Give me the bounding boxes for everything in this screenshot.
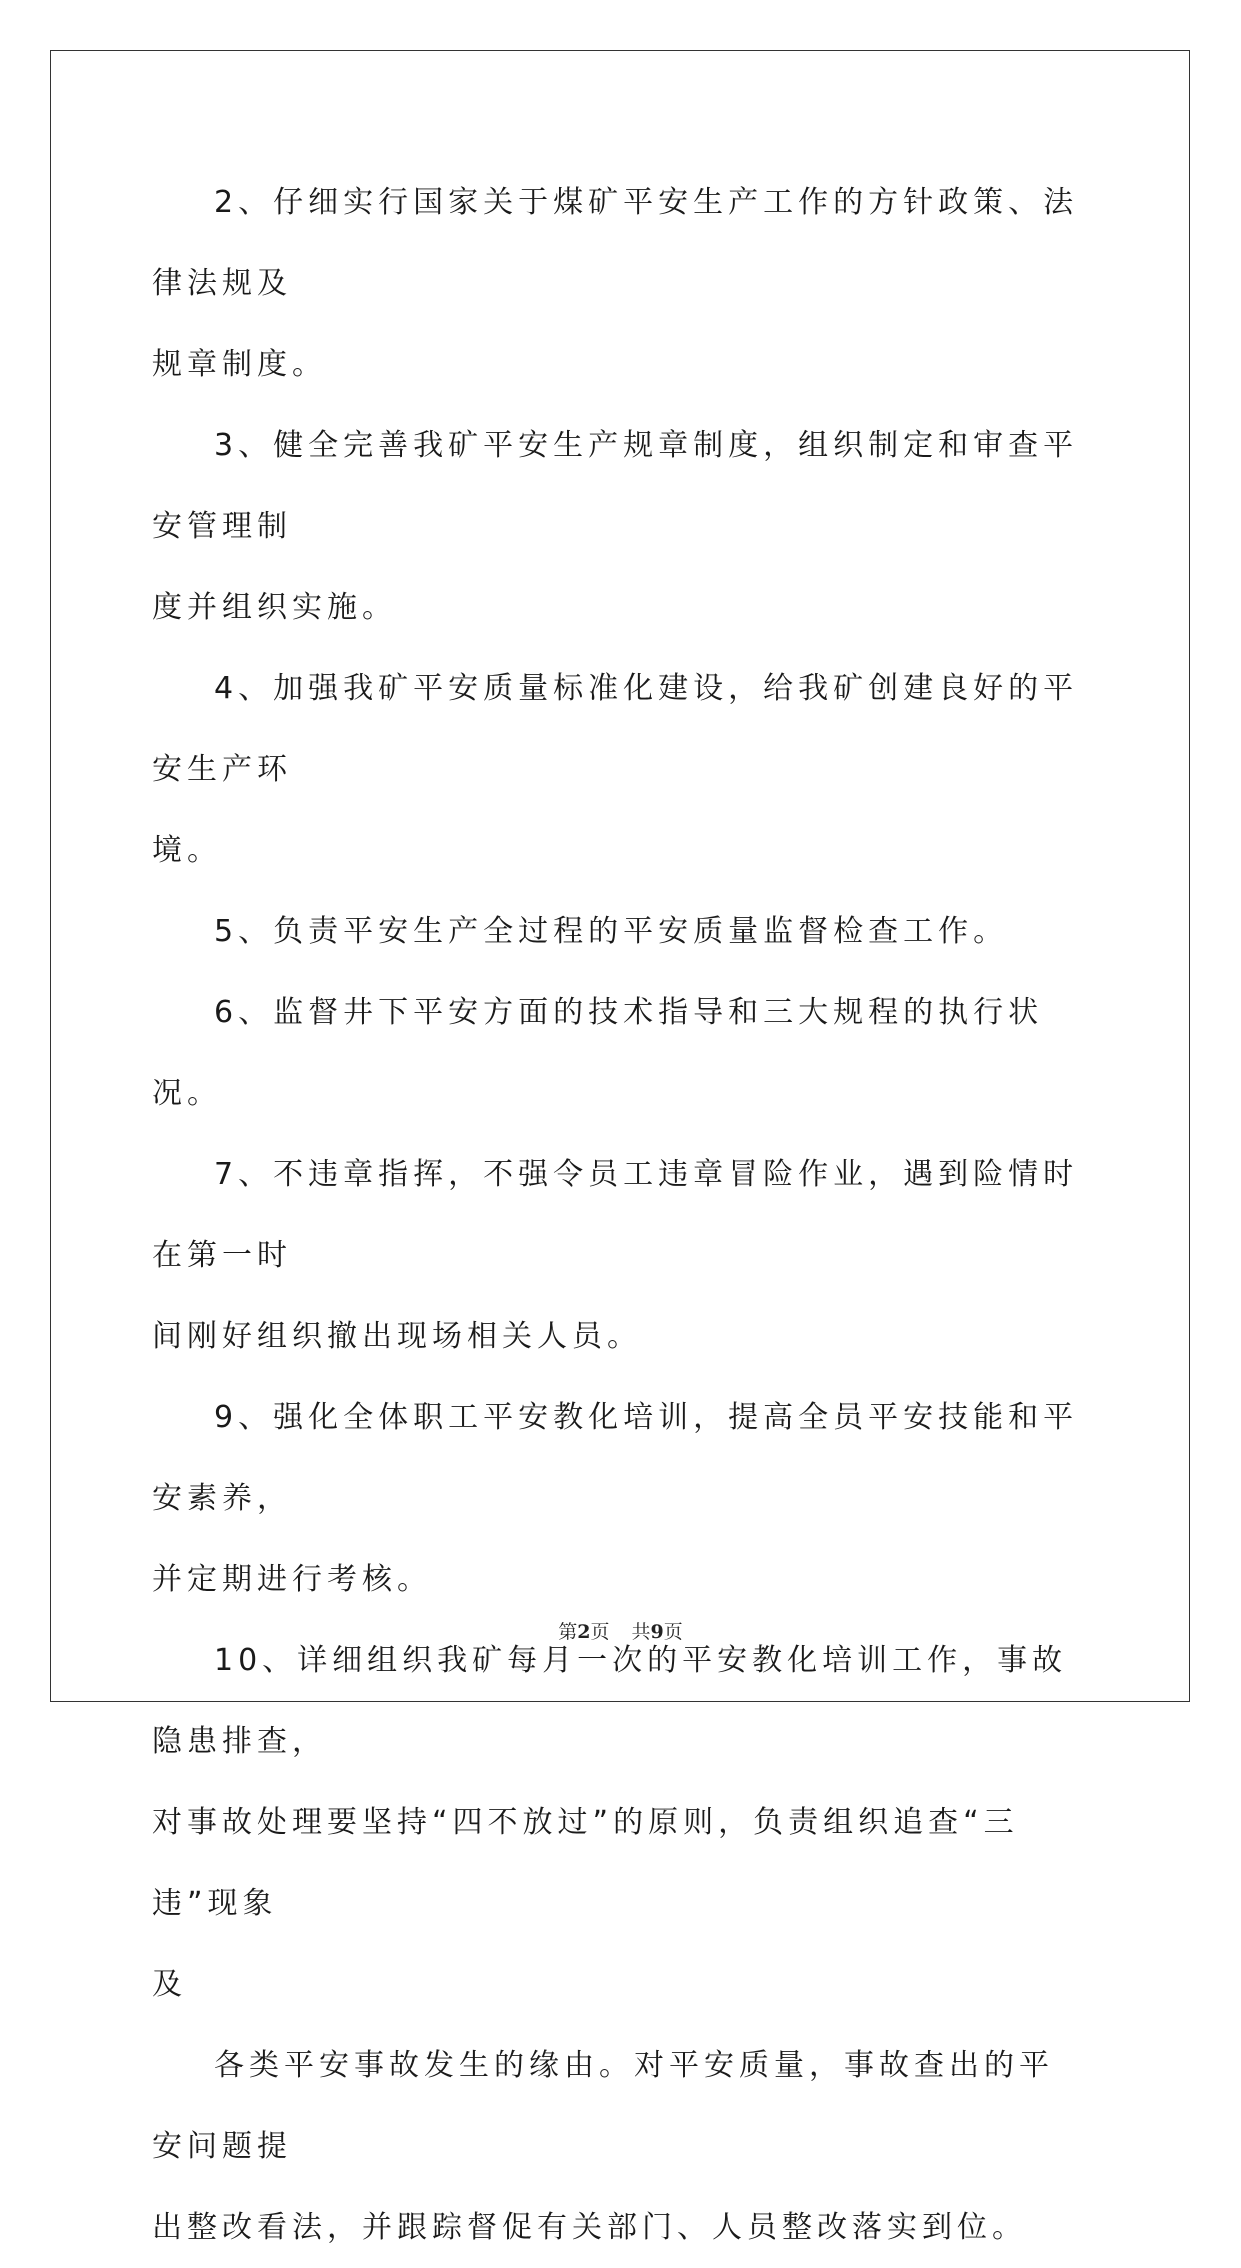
footer-suffix: 页 xyxy=(663,1621,683,1643)
paragraph-line: 出整改看法，并跟踪督促有关部门、人员整改落实到位。 xyxy=(152,2210,1027,2245)
footer-page-word: 页 xyxy=(590,1621,610,1643)
paragraph-line: 及 xyxy=(152,1967,187,2002)
paragraph-6 xyxy=(152,972,1088,1134)
paragraph-line: 度并组织实施。 xyxy=(152,590,397,625)
paragraph-line: 7、不违章指挥，不强令员工违章冒险作业，遇到险情时在第一时 xyxy=(152,1157,1079,1273)
paragraph-5 xyxy=(152,891,1088,972)
page-footer xyxy=(0,1617,1241,1644)
footer-total-prefix: 共 xyxy=(631,1621,651,1643)
current-page-number: 2 xyxy=(577,1621,591,1643)
paragraph-line: 3、健全完善我矿平安生产规章制度，组织制定和审查平安管理制 xyxy=(152,428,1079,544)
paragraph-line: 4、加强我矿平安质量标准化建设，给我矿创建良好的平安生产环 xyxy=(152,671,1079,787)
paragraph-line: 5、负责平安生产全过程的平安质量监督检查工作。 xyxy=(214,914,1009,949)
paragraph-line: 规章制度。 xyxy=(152,347,327,382)
document-body xyxy=(152,162,1088,2268)
paragraph-line: 境。 xyxy=(152,833,222,868)
paragraph-9 xyxy=(152,1377,1088,1620)
paragraph-line: 对事故处理要坚持“四不放过”的原则，负责组织追查“三违”现象 xyxy=(152,1805,1019,1921)
footer-prefix: 第 xyxy=(558,1621,578,1643)
paragraph-line: 2、仔细实行国家关于煤矿平安生产工作的方针政策、法律法规及 xyxy=(152,185,1079,301)
paragraph-line: 并定期进行考核。 xyxy=(152,1562,432,1597)
paragraph-10 xyxy=(152,1620,1088,2025)
paragraph-continuation xyxy=(152,2025,1088,2268)
paragraph-7 xyxy=(152,1134,1088,1377)
paragraph-line: 6、监督井下平安方面的技术指导和三大规程的执行状况。 xyxy=(152,995,1044,1111)
paragraph-3 xyxy=(152,405,1088,648)
paragraph-2 xyxy=(152,162,1088,405)
paragraph-4 xyxy=(152,648,1088,891)
paragraph-line: 间刚好组织撤出现场相关人员。 xyxy=(152,1319,642,1354)
paragraph-line: 10、详细组织我矿每月一次的平安教化培训工作，事故隐患排查， xyxy=(152,1643,1068,1759)
total-pages-number: 9 xyxy=(650,1621,664,1643)
paragraph-line: 9、强化全体职工平安教化培训，提高全员平安技能和平安素养， xyxy=(152,1400,1079,1516)
paragraph-line: 各类平安事故发生的缘由。对平安质量，事故查出的平安问题提 xyxy=(152,2048,1054,2164)
